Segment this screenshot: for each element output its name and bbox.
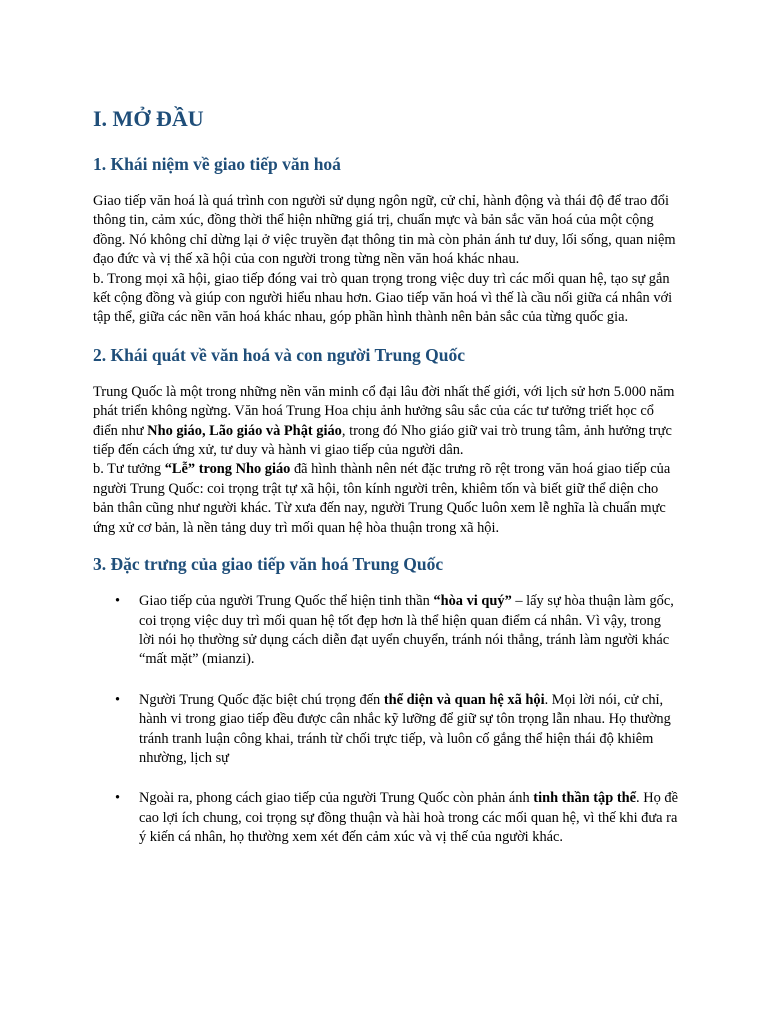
section-2-paragraph-1: Trung Quốc là một trong những nền văn minh cổ đại lâu đời nhất thế giới, với lịch sử hơn 5.000 năm phát triển không ngừng. Văn hoá Trung Hoa chịu ảnh hưởng sâu sắc của các tư tưởng triết học cổ điển như Nho giáo, Lão giáo và Phật giáo, trong đó Nho giáo giữ vai trò trung tâm, ảnh hưởng trực tiếp đến cách ứng xử, tư duy và hành vi giao tiếp của người dân. [93, 383, 675, 459]
bold-phrase: tinh thần tập thể [533, 790, 637, 807]
section-1-heading: 1. Khái niệm về giao tiếp văn hoá [93, 154, 341, 174]
section-2-heading: 2. Khái quát về văn hoá và con người Trung Quốc [93, 344, 466, 365]
bullet-icon: • [115, 691, 121, 708]
bold-phrase: “hòa vi quý” [433, 593, 512, 610]
bullet-item-2: • Người Trung Quốc đặc biệt chú trọng đến thể diện và quan hệ xã hội. Mọi lời nói, cử chỉ, hành vi trong giao tiếp đều được cân nhắc kỹ lưỡng để giữ sự tôn trọng lẫn nhau. Họ thường tránh tranh luận công khai, tránh từ chối trực tiếp, và luôn cố gắng thể hiện thái độ khiêm nhường, lịch sự [115, 691, 671, 766]
bold-phrase: thể diện và quan hệ xã hội [383, 691, 545, 708]
document-page [93, 104, 678, 848]
section-2-paragraph-2: b. Tư tưởng “Lễ” trong Nho giáo đã hình thành nên nét đặc trưng rõ rệt trong văn hoá giao tiếp của người Trung Quốc: coi trọng trật tự xã hội, tôn kính người trên, khiêm tốn và biết giữ thể diện cho bản thân cũng như người khác. Từ xưa đến nay, người Trung Quốc luôn xem lễ nghĩa là chuẩn mực ứng xử cơ bản, là nền tảng duy trì mối quan hệ hòa thuận trong xã hội. [93, 461, 671, 536]
section-3-heading: 3. Đặc trưng của giao tiếp văn hoá Trung Quốc [93, 554, 444, 575]
section-1-paragraph-2: b. Trong mọi xã hội, giao tiếp đóng vai trò quan trọng trong việc duy trì các mối quan hệ, tạo sự gắn kết cộng đồng và giúp con người hiểu nhau hơn. Giao tiếp văn hoá vì thế là cầu nối giữa cá nhân với tập thể, giữa các nền văn hoá khác nhau, góp phần hình thành nên bản sắc của từng quốc gia. [93, 270, 673, 326]
bold-phrase: “Lễ” trong Nho giáo [164, 461, 291, 478]
bullet-item-3: • Ngoài ra, phong cách giao tiếp của người Trung Quốc còn phản ánh tinh thần tập thể. Họ đề cao lợi ích chung, coi trọng sự đồng thuận và hài hoà trong các mối quan hệ, vì thế khi đưa ra ý kiến cá nhân, họ thường xem xét đến cảm xúc và vị thế của người khác. [115, 790, 679, 846]
bullet-icon: • [115, 593, 121, 610]
section-1-paragraph-1: Giao tiếp văn hoá là quá trình con người sử dụng ngôn ngữ, cử chỉ, hành động và thái độ để trao đổi thông tin, cảm xúc, đồng thời thể hiện những giá trị, chuẩn mực và bản sắc văn hoá của một cộng đồng. Nó không chỉ dừng lại ở việc truyền đạt thông tin mà còn phản ánh tư duy, lối sống, quan niệm đạo đức và vị thế xã hội của con người trong từng nền văn hoá khác nhau. [93, 193, 676, 268]
bullet-item-1: • Giao tiếp của người Trung Quốc thể hiện tinh thần “hòa vi quý” – lấy sự hòa thuận làm gốc, coi trọng việc duy trì mối quan hệ tốt đẹp hơn là thể hiện quan điểm cá nhân. Vì vậy, trong lời nói họ thường sử dụng cách diễn đạt uyển chuyển, tránh nói thẳng, tránh làm người khác “mất mặt” (mianzi). [115, 593, 674, 668]
bullet-icon: • [115, 790, 121, 807]
main-heading: I. MỞ ĐẦU [93, 106, 204, 131]
bold-phrase: Nho giáo, Lão giáo và Phật giáo [147, 422, 342, 439]
